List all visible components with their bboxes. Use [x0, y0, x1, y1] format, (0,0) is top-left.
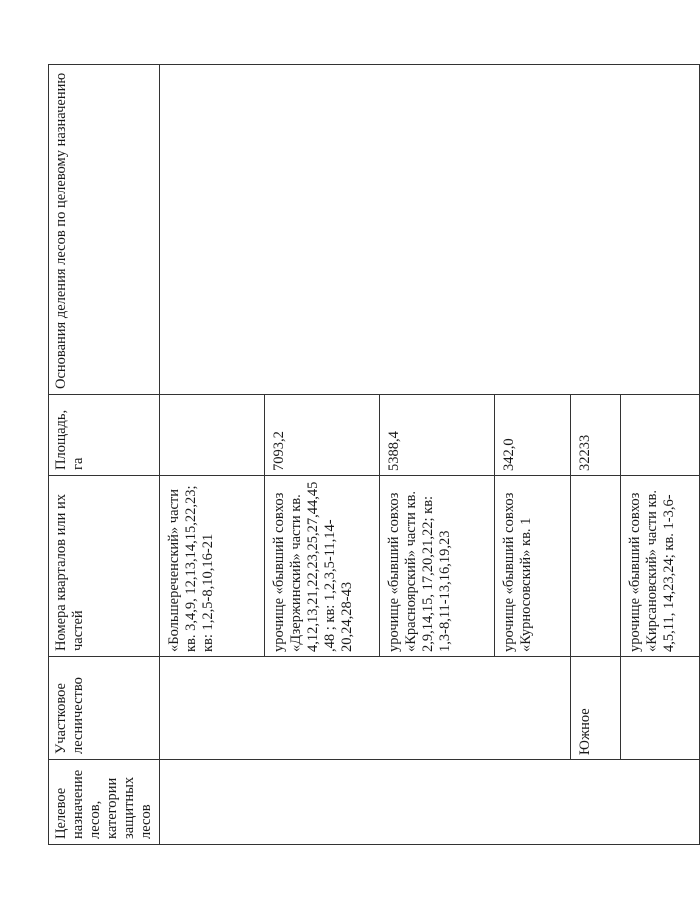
- forestry-cell: [160, 657, 571, 760]
- header-basis: Основания деления лесов по целевому назначению: [49, 65, 160, 395]
- rotated-table-container: [48, 65, 677, 845]
- header-purpose: Целевое назначение лесов, категории защитных лесов: [49, 760, 160, 845]
- forestry-cell-south: Южное: [571, 657, 621, 760]
- forestry-cell-empty: [621, 657, 700, 760]
- quarters-cell-3: урочище «бывший совхоз «Красноярский» части кв. 2,9,14,15, 17,20,21,22; кв: 1,3-8,11-13,16,19,23: [380, 476, 495, 657]
- basis-cell: [160, 65, 700, 395]
- quarters-cell-4: урочище «бывший совхоз «Курносовский» кв. 1: [495, 476, 571, 657]
- table-header-row: [49, 65, 160, 845]
- quarters-cell-1: «Большереченский» части кв. 3,4,9, 12,13,14,15,22,23; кв: 1,2,5-8,10,16-21: [160, 476, 265, 657]
- header-area: Площадь, га: [49, 395, 160, 476]
- area-cell-4: 342,0: [495, 395, 571, 476]
- area-cell-5: 32233: [571, 395, 621, 476]
- purpose-cell: [160, 760, 700, 845]
- area-cell-1: [160, 395, 265, 476]
- area-cell-3: 5388,4: [380, 395, 495, 476]
- area-cell-6: [621, 395, 700, 476]
- header-quarters: Номера кварталов или их частей: [49, 476, 160, 657]
- header-forestry: Участковое лесничество: [49, 657, 160, 760]
- table-row: [160, 65, 265, 845]
- quarters-cell-6: урочище «бывший совхоз «Кирсановский» части кв. 4,5,11, 14,23,24; кв. 1-3,6-: [621, 476, 700, 657]
- quarters-cell-2: урочище «бывший совхоз «Дзержинский» части кв. 4,12,13,21,22,23,25,27,44,45,48 ; кв: 1,2,3,5-11,14-20,24,28-43: [265, 476, 380, 657]
- area-cell-2: 7093,2: [265, 395, 380, 476]
- quarters-cell-5: [571, 476, 621, 657]
- forest-purpose-table: [48, 64, 700, 845]
